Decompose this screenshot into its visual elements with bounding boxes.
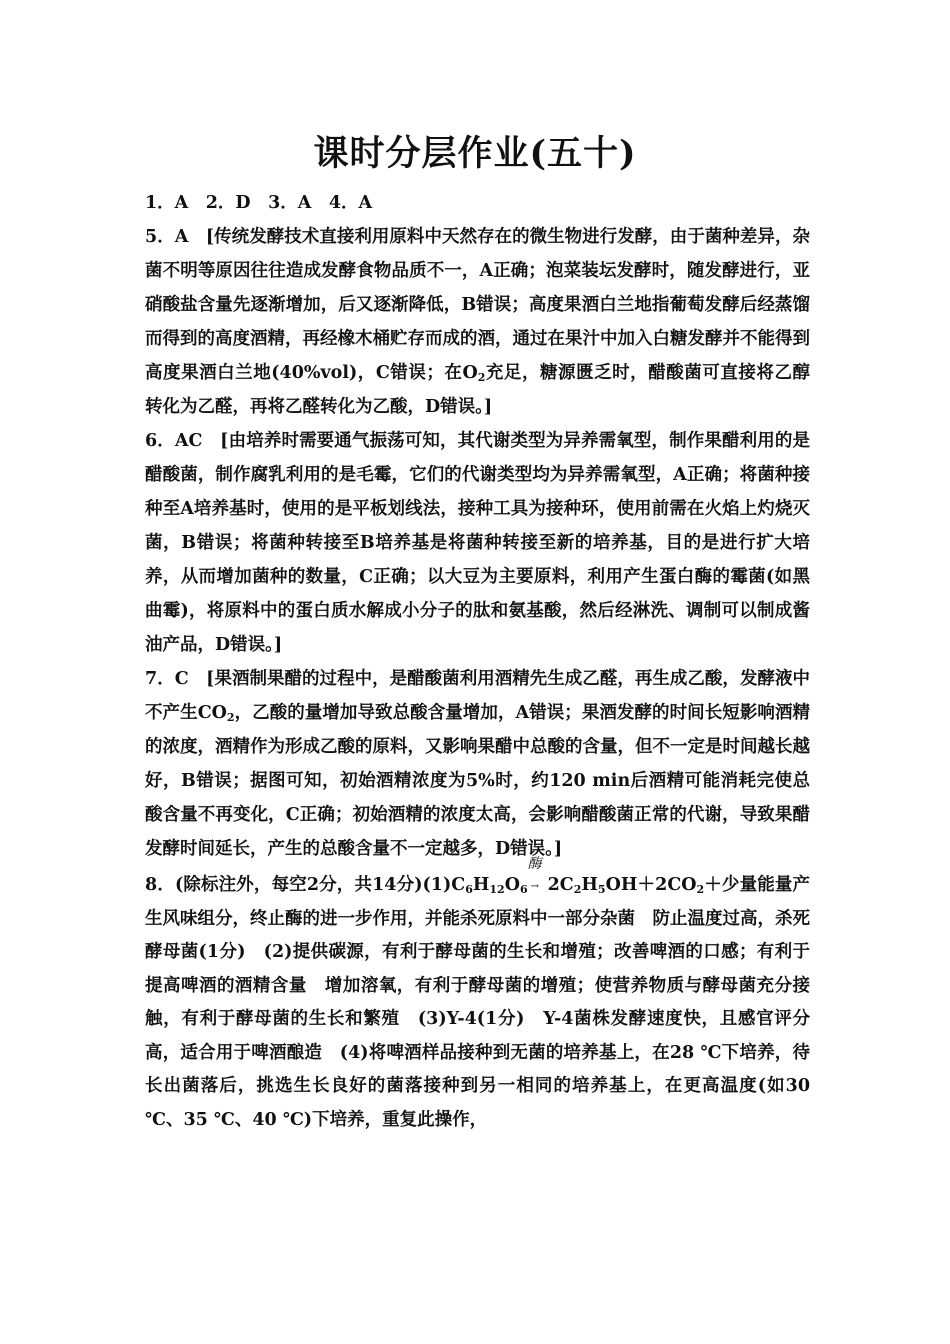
answer-8 [145,856,810,1137]
enzyme-arrow [527,856,548,892]
answer-5-text: 5．A [传统发酵技术直接利用原料中天然存在的微生物进行发酵，由于菌种差异，杂菌不明等原因往往造成发酵食物品质不一，A正确；泡菜装坛发酵时，随发酵进行，亚硝酸盐含量先逐渐增加，后又逐渐降低，B错误；高度果酒白兰地指葡萄发酵后经蒸馏而得到的高度酒精，再经橡木桶贮存而成的酒，通过在果汁中加入白糖发酵并不能得到高度果酒白兰地(40%vol)，C错误；在 [145,227,810,383]
co2-formula: $CO_2$ [197,703,235,724]
answer-7-text-a: 7．C [果酒制果醋的过程中，是醋酸菌利用酒精先生成乙醛，再生成乙酸，发酵液中不产生 [145,669,810,723]
enzyme-label: 酶 [527,856,542,872]
answers-line-1-4: 1．A 2．D 3．A 4．A [145,193,373,213]
answer-7 [145,662,810,866]
answer-6: 6．AC [由培养时需要通气振荡可知，其代谢类型为异养需氧型，制作果醋利用的是醋酸菌，制作腐乳利用的是毛霉，它们的代谢类型均为异养需氧型，A正确；将菌种接种至A培养基时，使用的是平板划线法，接种工具为接种环，使用前需在火焰上灼烧灭菌，B错误；将菌种转接至B培养基是将菌种转接至新的培养基，目的是进行扩大培养，从而增加菌种的数量，C正确；以大豆为主要原料，利用产生蛋白酶的霉菌(如黑曲霉)，将原料中的蛋白质水解成小分子的肽和氨基酸，然后经淋洗、调制可以制成酱油产品，D错误。] [145,431,810,655]
glucose-formula: $C_6H_{12}O_6$ [451,875,528,896]
answer-8-rest: 产生风味组分，终止酶的进一步作用，并能杀死原料中一部分杂菌 防止温度过高，杀死酵母菌(1分) (2)提供碳源，有利于酵母菌的生长和增殖；改善啤酒的口感；有利于提高啤酒的酒精含量 增加溶氧，有利于酵母菌的增殖；使营养物质与酵母菌充分接触，有利于酵母菌的生长和繁殖 (3)Y-4(1分) Y-4菌株发酵速度快，且感官评分高，适合用于啤酒酿造 (4)将啤酒样品接种到无菌的培养基上，在28 ℃下培养，待长出菌落后，挑选生长良好的菌落接种到另一相同的培养基上，在更高温度(如30 ℃、35 ℃、40 ℃)下培养，重复此操作， [145,875,810,1130]
answer-7-text-b: ，乙酸的量增加导致总酸含量增加，A错误；果酒发酵的时间长短影响酒精的浓度，酒精作为形成乙酸的原料，又影响果醋中总酸的含量，但不一定是时间越长越好，B错误；据图可知，初始酒精浓度为5%时，约120 min后酒精可能消耗完使总酸含量不再变化，C正确；初始酒精的浓度太高，会影响醋酸菌正常的代谢，导致果醋发酵时间延长，产生的总酸含量不一定越多，D错误。] [145,703,811,859]
products-formula: $2C_2H_5OH+2CO_2+$少量能量 [547,875,793,896]
reaction-arrow: → [530,881,539,892]
answer-8-intro: 8．(除标注外，每空2分，共14分)(1) [145,875,452,895]
page-title: 课时分层作业(五十) [313,133,637,174]
o2-formula: $O_2$ [462,363,486,384]
answer-5 [145,220,810,424]
answer-5-tail: 充足，糖源匮乏时，醋酸菌可直接将乙醇转化为乙醛，再将乙醛转化为乙酸，D错误。] [145,363,810,417]
answer-content [145,186,810,1137]
